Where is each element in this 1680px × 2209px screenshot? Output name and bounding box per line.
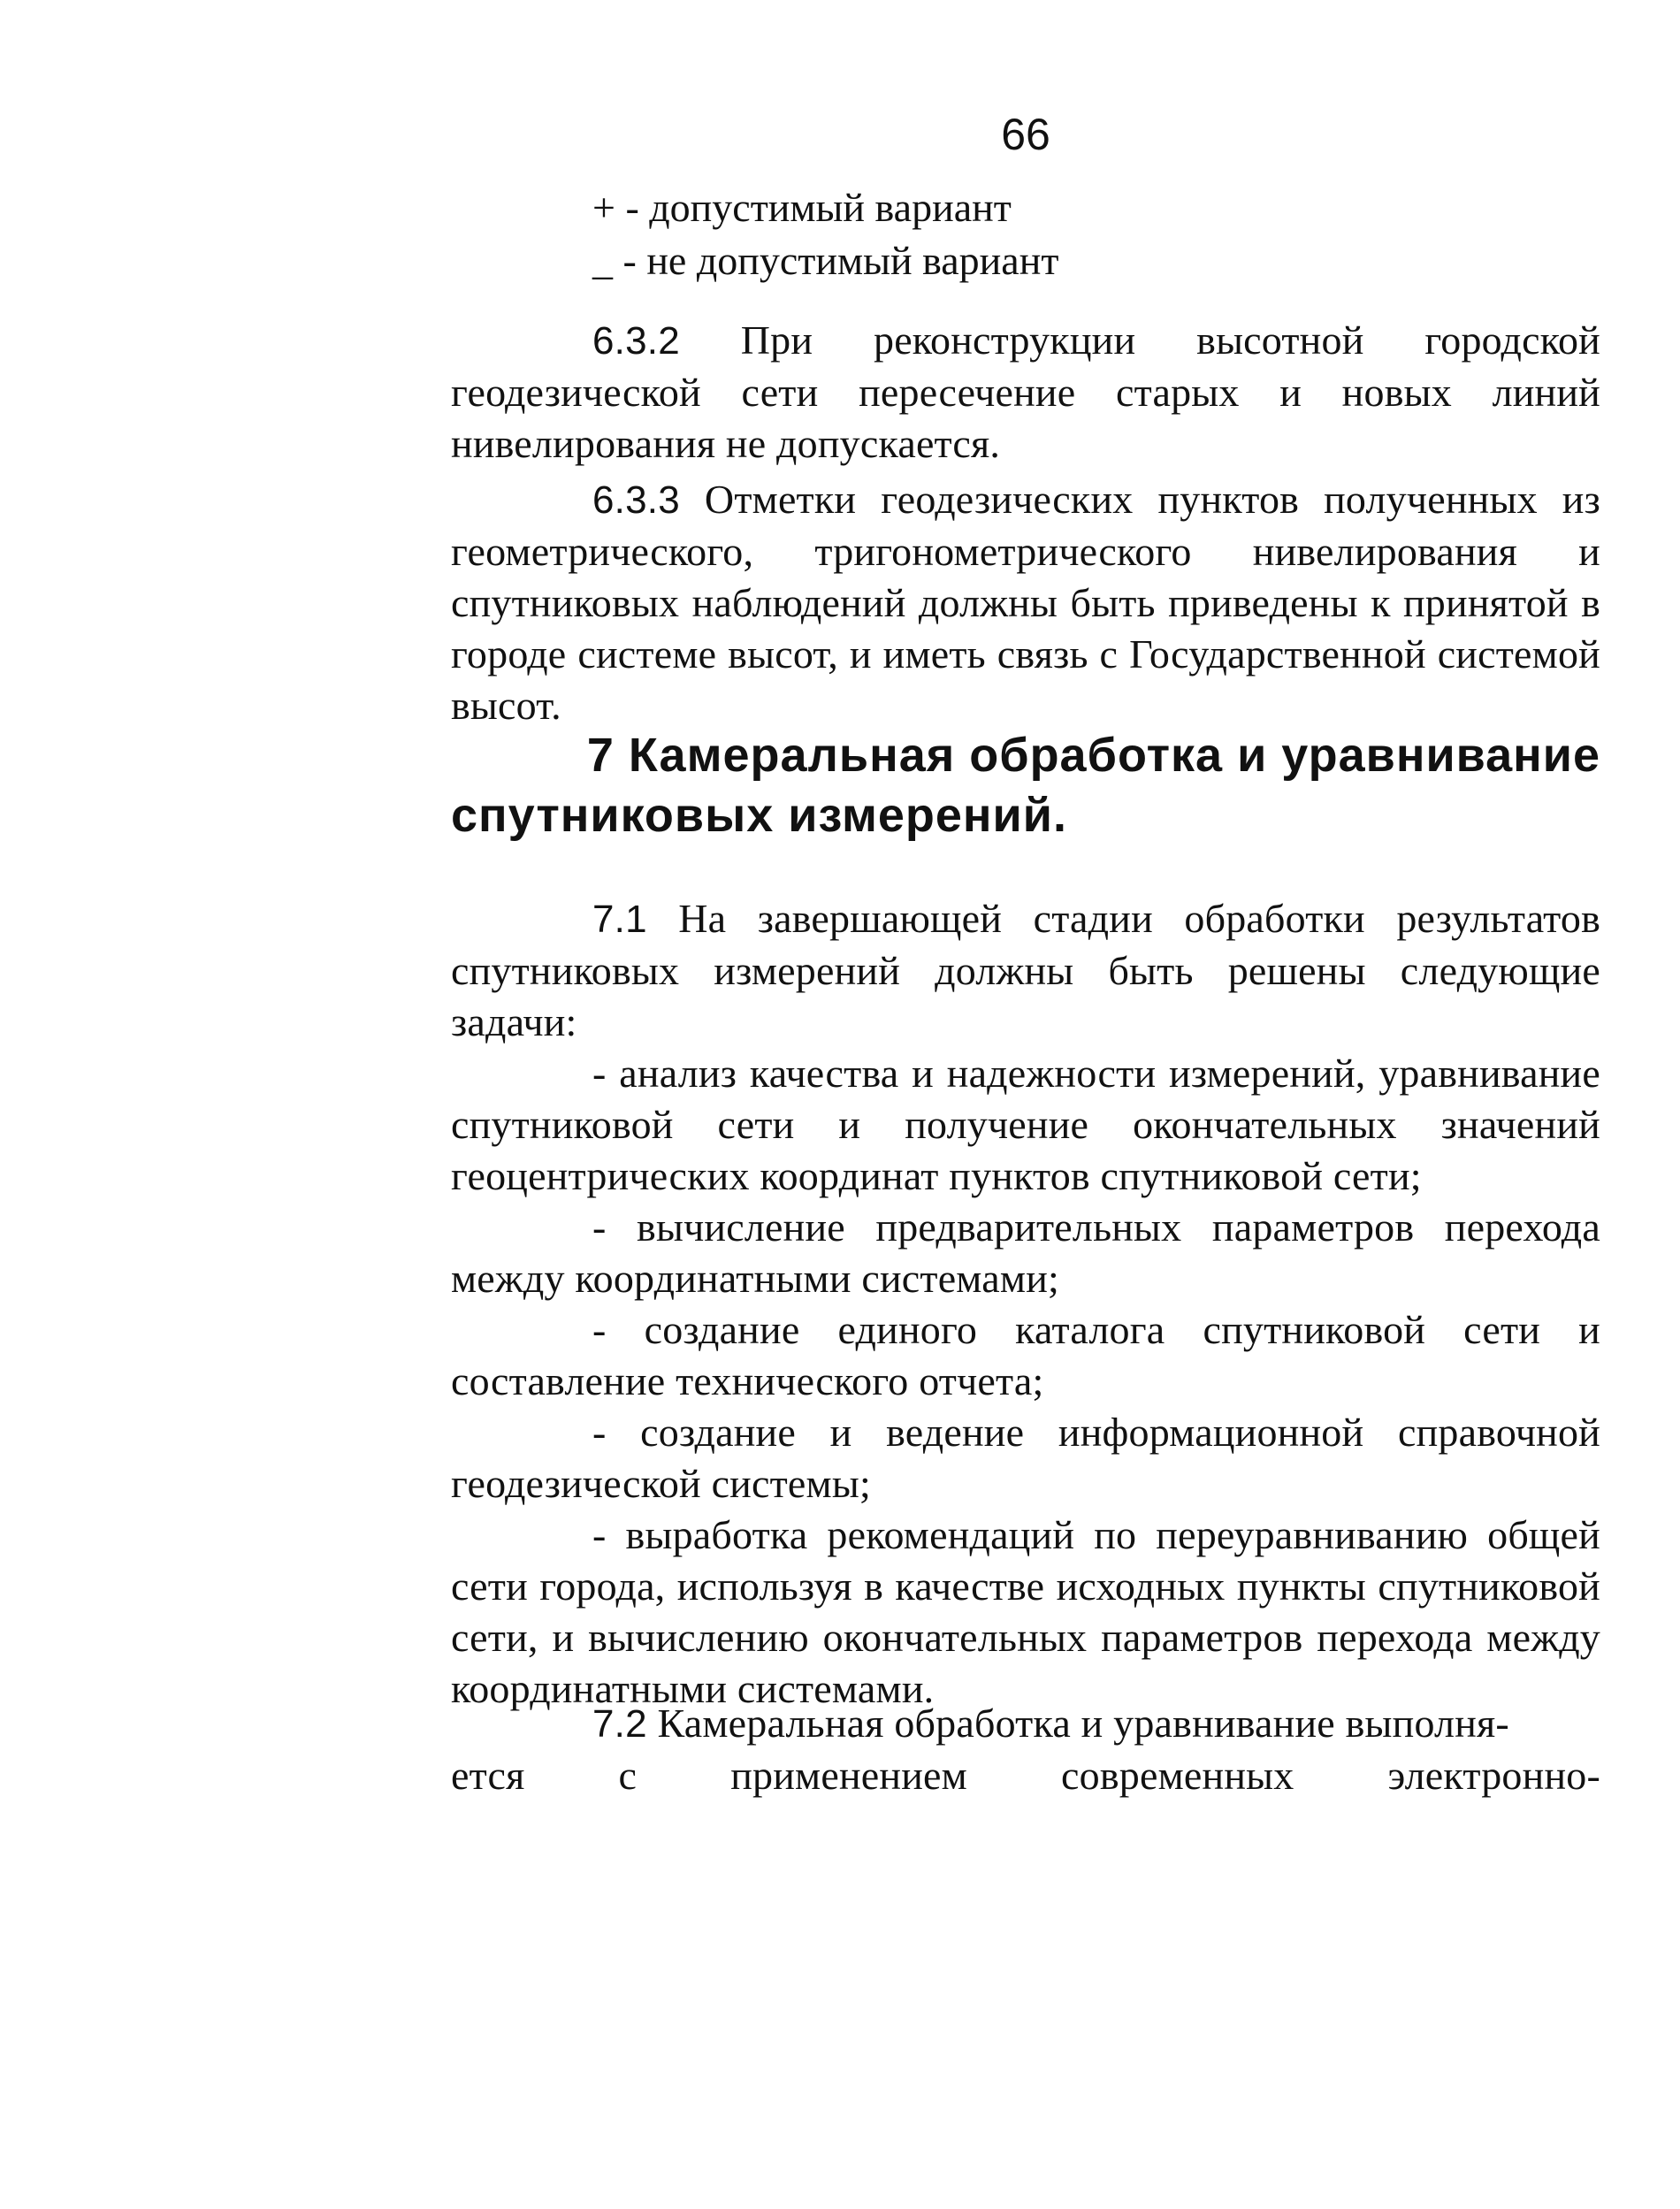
section-heading	[451, 725, 1600, 845]
section-heading-line-1: 7 Камеральная обработка и уравнивание	[586, 729, 1600, 782]
word: применением	[730, 1753, 967, 1798]
page-number: 66	[1001, 110, 1050, 159]
word: современных	[1061, 1753, 1294, 1798]
paragraph-7-1	[451, 893, 1600, 1715]
word: электронно-	[1387, 1753, 1600, 1798]
paragraph-number: 6.3.3	[592, 478, 680, 522]
legend-not-allowed: _ - не допустимый вариант	[592, 238, 1059, 283]
paragraph-number: 6.3.2	[592, 319, 680, 363]
paragraph-number: 7.2	[592, 1702, 647, 1746]
paragraph-text: Отметки геодезических пунктов полученных из геометрического, тригонометрического нивелирования и спутниковых наблюдений должны быть приведены к принятой в городе системе высот, и иметь связь с Государственной системой высот.	[451, 477, 1600, 728]
paragraph-text-line-2	[451, 1750, 1600, 1801]
task-item: - создание и ведение информационной справочной геодезической системы;	[451, 1410, 1600, 1506]
paragraph-text: При реконструкции высотной городской геодезической сети пересечение старых и новых линий нивелирования не допускается.	[451, 317, 1600, 466]
task-item: - выработка рекомендаций по переуравниванию общей сети города, используя в качестве исходных пункты спутниковой сети, и вычислению окончательных параметров перехода между координатными системами.	[451, 1512, 1600, 1711]
task-item: - анализ качества и надежности измерений, уравнивание спутниковой сети и получение окончательных значений геоцентрических координат пунктов спутниковой сети;	[451, 1051, 1600, 1198]
paragraph-number: 7.1	[592, 898, 647, 941]
task-item: - создание единого каталога спутниковой сети и составление технического отчета;	[451, 1307, 1600, 1403]
word: с	[618, 1753, 638, 1798]
legend-allowed: + - допустимый вариант	[592, 185, 1012, 230]
paragraph-text-line-1: Камеральная обработка и уравнивание выполня-	[657, 1701, 1509, 1746]
section-heading-line-2: спутниковых измерений.	[451, 789, 1067, 842]
task-item: - вычисление предварительных параметров перехода между координатными системами;	[451, 1204, 1600, 1301]
word: ется	[451, 1753, 525, 1798]
paragraph-text: На завершающей стадии обработки результатов спутниковых измерений должны быть решены следующие задачи:	[451, 896, 1601, 1044]
paragraph-7-2	[451, 1698, 1600, 1801]
paragraph-6-3-2	[451, 315, 1600, 470]
paragraph-6-3-3	[451, 474, 1600, 731]
